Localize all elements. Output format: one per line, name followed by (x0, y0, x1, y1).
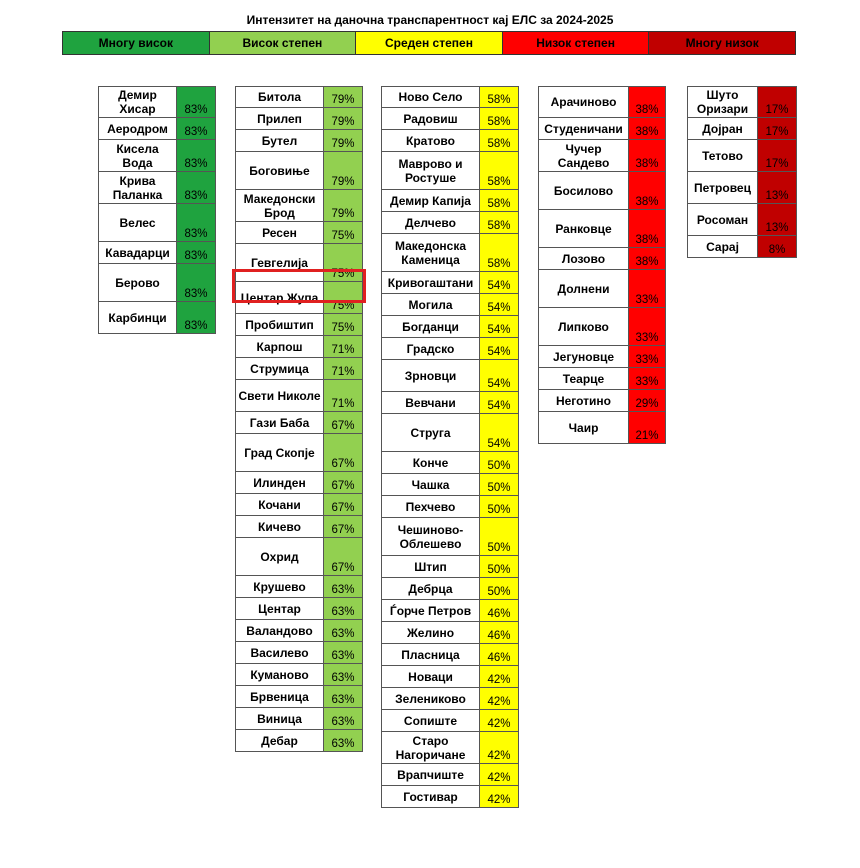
transparency-value: 54% (480, 360, 518, 391)
transparency-value: 67% (324, 434, 362, 471)
transparency-value: 63% (324, 708, 362, 729)
municipality-name: Центар Жупа (236, 282, 324, 313)
municipality-name: Арачиново (539, 87, 629, 117)
table-row (381, 622, 519, 644)
municipality-name: Македонска Каменица (382, 234, 480, 271)
table-row (235, 538, 363, 576)
transparency-value: 83% (177, 264, 215, 301)
municipality-name: Пехчево (382, 496, 480, 517)
transparency-value: 58% (480, 152, 518, 189)
table-row (687, 172, 797, 204)
municipality-name: Дојран (688, 118, 758, 139)
table-row (381, 666, 519, 688)
transparency-value: 21% (629, 412, 665, 443)
table-row (538, 86, 666, 118)
table-row (235, 664, 363, 686)
table-row (381, 644, 519, 666)
municipality-name: Берово (99, 264, 177, 301)
transparency-value: 58% (480, 234, 518, 271)
municipality-name: Градско (382, 338, 480, 359)
transparency-value: 79% (324, 152, 362, 189)
table-row (381, 108, 519, 130)
municipality-name: Штип (382, 556, 480, 577)
transparency-value: 67% (324, 538, 362, 575)
table-row (381, 212, 519, 234)
municipality-name: Росоман (688, 204, 758, 235)
municipality-name: Виница (236, 708, 324, 729)
table-row (235, 336, 363, 358)
table-row (235, 412, 363, 434)
transparency-value: 79% (324, 190, 362, 221)
transparency-value: 38% (629, 140, 665, 171)
table-row (381, 556, 519, 578)
transparency-value: 50% (480, 474, 518, 495)
transparency-value: 67% (324, 472, 362, 493)
municipality-name: Ново Село (382, 87, 480, 107)
table-row (235, 86, 363, 108)
table-row (538, 140, 666, 172)
transparency-value: 75% (324, 222, 362, 243)
municipality-name: Чашка (382, 474, 480, 495)
transparency-value: 17% (758, 87, 796, 117)
municipality-name: Делчево (382, 212, 480, 233)
table-row (235, 598, 363, 620)
municipality-name: Шуто Оризари (688, 87, 758, 117)
transparency-value: 42% (480, 710, 518, 731)
transparency-value: 63% (324, 642, 362, 663)
municipality-name: Пробиштип (236, 314, 324, 335)
table-row (381, 474, 519, 496)
table-row (98, 204, 216, 242)
transparency-value: 83% (177, 172, 215, 203)
municipality-name: Ѓорче Петров (382, 600, 480, 621)
column-low (538, 86, 666, 444)
table-row (381, 360, 519, 392)
table-row (235, 686, 363, 708)
table-row (235, 130, 363, 152)
table-row (538, 390, 666, 412)
table-row (538, 270, 666, 308)
municipality-name: Аеродром (99, 118, 177, 139)
table-row (98, 242, 216, 264)
municipality-name: Кисела Вода (99, 140, 177, 171)
legend-bar (62, 31, 796, 55)
transparency-value: 71% (324, 358, 362, 379)
table-row (235, 222, 363, 244)
table-row (235, 730, 363, 752)
table-row (538, 368, 666, 390)
municipality-name: Карпош (236, 336, 324, 357)
transparency-value: 17% (758, 140, 796, 171)
municipality-name: Зелениково (382, 688, 480, 709)
transparency-value: 46% (480, 622, 518, 643)
transparency-value: 83% (177, 302, 215, 333)
highlight-box (232, 269, 366, 303)
table-row (381, 452, 519, 474)
municipality-name: Василево (236, 642, 324, 663)
transparency-value: 63% (324, 686, 362, 707)
transparency-value: 79% (324, 108, 362, 129)
transparency-value: 38% (629, 172, 665, 209)
municipality-name: Куманово (236, 664, 324, 685)
transparency-value: 17% (758, 118, 796, 139)
table-row (381, 294, 519, 316)
transparency-value: 54% (480, 338, 518, 359)
municipality-name: Центар (236, 598, 324, 619)
transparency-value: 13% (758, 204, 796, 235)
transparency-value: 38% (629, 248, 665, 269)
municipality-name: Чешиново-Облешево (382, 518, 480, 555)
transparency-value: 33% (629, 270, 665, 307)
transparency-value: 38% (629, 87, 665, 117)
transparency-value: 71% (324, 380, 362, 411)
table-row (381, 272, 519, 294)
municipality-name: Богданци (382, 316, 480, 337)
table-row (98, 302, 216, 334)
municipality-name: Ранковце (539, 210, 629, 247)
transparency-value: 33% (629, 308, 665, 345)
municipality-name: Охрид (236, 538, 324, 575)
table-row (235, 314, 363, 336)
municipality-name: Прилеп (236, 108, 324, 129)
column-high (235, 86, 363, 752)
column-medium (381, 86, 519, 808)
transparency-value: 75% (324, 244, 362, 281)
municipality-name: Новаци (382, 666, 480, 687)
municipality-name: Гевгелија (236, 244, 324, 281)
transparency-value: 38% (629, 118, 665, 139)
municipality-name: Тетово (688, 140, 758, 171)
municipality-name: Чучер Сандево (539, 140, 629, 171)
municipality-name: Крушево (236, 576, 324, 597)
transparency-value: 42% (480, 764, 518, 785)
transparency-value: 79% (324, 87, 362, 107)
table-row (687, 236, 797, 258)
municipality-name: Желино (382, 622, 480, 643)
transparency-value: 50% (480, 452, 518, 473)
transparency-value: 63% (324, 620, 362, 641)
municipality-name: Липково (539, 308, 629, 345)
municipality-name: Кичево (236, 516, 324, 537)
table-row (538, 210, 666, 248)
transparency-value: 75% (324, 282, 362, 313)
municipality-name: Босилово (539, 172, 629, 209)
municipality-name: Зрновци (382, 360, 480, 391)
municipality-name: Врапчиште (382, 764, 480, 785)
transparency-value: 42% (480, 666, 518, 687)
transparency-value: 8% (758, 236, 796, 257)
transparency-value: 67% (324, 412, 362, 433)
transparency-value: 54% (480, 392, 518, 413)
transparency-value: 46% (480, 644, 518, 665)
table-row (538, 308, 666, 346)
transparency-value: 50% (480, 578, 518, 599)
transparency-value: 83% (177, 140, 215, 171)
table-row (538, 248, 666, 270)
municipality-name: Струмица (236, 358, 324, 379)
table-row (235, 620, 363, 642)
municipality-name: Ресен (236, 222, 324, 243)
municipality-name: Теарце (539, 368, 629, 389)
municipality-name: Град Скопје (236, 434, 324, 471)
municipality-name: Кривогаштани (382, 272, 480, 293)
municipality-name: Студеничани (539, 118, 629, 139)
municipality-name: Маврово и Ростуше (382, 152, 480, 189)
municipality-name: Велес (99, 204, 177, 241)
municipality-name: Лозово (539, 248, 629, 269)
table-row (98, 264, 216, 302)
transparency-value: 71% (324, 336, 362, 357)
table-row (235, 516, 363, 538)
transparency-value: 75% (324, 314, 362, 335)
chart-title: Интензитет на даночна транспарентност кај ЕЛС за 2024-2025 (246, 13, 614, 27)
municipality-name: Илинден (236, 472, 324, 493)
municipality-name: Вевчани (382, 392, 480, 413)
municipality-name: Чаир (539, 412, 629, 443)
municipality-name: Демир Капија (382, 190, 480, 211)
table-row (381, 414, 519, 452)
transparency-value: 63% (324, 598, 362, 619)
transparency-value: 58% (480, 190, 518, 211)
transparency-value: 67% (324, 494, 362, 515)
table-row (381, 732, 519, 764)
table-row (381, 496, 519, 518)
legend-very-high: Многу висок (63, 32, 210, 54)
table-row (381, 338, 519, 360)
municipality-name: Старо Нагоричане (382, 732, 480, 763)
table-row (538, 346, 666, 368)
municipality-name: Сарај (688, 236, 758, 257)
legend-very-low: Многу низок (649, 32, 795, 54)
table-row (235, 152, 363, 190)
column-very-low (687, 86, 797, 258)
transparency-value: 83% (177, 118, 215, 139)
table-row (235, 494, 363, 516)
municipality-name: Гази Баба (236, 412, 324, 433)
municipality-name: Крива Паланка (99, 172, 177, 203)
transparency-value: 58% (480, 130, 518, 151)
table-row (538, 412, 666, 444)
transparency-value: 38% (629, 210, 665, 247)
transparency-value: 79% (324, 130, 362, 151)
municipality-name: Струга (382, 414, 480, 451)
legend-medium: Среден степен (356, 32, 503, 54)
transparency-value: 33% (629, 368, 665, 389)
table-row (98, 118, 216, 140)
table-row (235, 576, 363, 598)
municipality-name: Сопиште (382, 710, 480, 731)
table-row (235, 434, 363, 472)
municipality-name: Свети Николе (236, 380, 324, 411)
municipality-name: Дебрца (382, 578, 480, 599)
table-row (381, 710, 519, 732)
table-row (381, 578, 519, 600)
transparency-value: 50% (480, 518, 518, 555)
transparency-value: 13% (758, 172, 796, 203)
municipality-name: Кавадарци (99, 242, 177, 263)
transparency-value: 58% (480, 108, 518, 129)
transparency-value: 58% (480, 87, 518, 107)
municipality-name: Петровец (688, 172, 758, 203)
transparency-value: 54% (480, 294, 518, 315)
legend-high: Висок степен (210, 32, 357, 54)
table-row (381, 152, 519, 190)
municipality-name: Неготино (539, 390, 629, 411)
table-row (381, 316, 519, 338)
table-row (235, 708, 363, 730)
transparency-value: 54% (480, 316, 518, 337)
table-row (687, 140, 797, 172)
table-row (381, 86, 519, 108)
table-row (235, 642, 363, 664)
municipality-name: Брвеница (236, 686, 324, 707)
transparency-value: 67% (324, 516, 362, 537)
table-row (235, 108, 363, 130)
municipality-name: Бутел (236, 130, 324, 151)
transparency-value: 63% (324, 730, 362, 751)
table-row (235, 472, 363, 494)
table-row (687, 86, 797, 118)
column-very-high (98, 86, 216, 334)
table-row (538, 118, 666, 140)
municipality-name: Радовиш (382, 108, 480, 129)
table-row (235, 190, 363, 222)
transparency-value: 58% (480, 212, 518, 233)
transparency-value: 50% (480, 496, 518, 517)
transparency-value: 46% (480, 600, 518, 621)
legend-low: Низок степен (503, 32, 650, 54)
municipality-name: Боговиње (236, 152, 324, 189)
municipality-name: Демир Хисар (99, 87, 177, 117)
transparency-value: 50% (480, 556, 518, 577)
table-row (381, 518, 519, 556)
table-row (98, 172, 216, 204)
transparency-value: 42% (480, 688, 518, 709)
municipality-name: Карбинци (99, 302, 177, 333)
municipality-name: Долнени (539, 270, 629, 307)
transparency-value: 33% (629, 346, 665, 367)
municipality-name: Гостивар (382, 786, 480, 807)
municipality-name: Дебар (236, 730, 324, 751)
table-row (538, 172, 666, 210)
table-row (381, 688, 519, 710)
table-row (381, 392, 519, 414)
table-row (381, 764, 519, 786)
table-row (687, 118, 797, 140)
municipality-name: Кочани (236, 494, 324, 515)
transparency-value: 29% (629, 390, 665, 411)
municipality-name: Јегуновце (539, 346, 629, 367)
table-row (98, 86, 216, 118)
municipality-name: Могила (382, 294, 480, 315)
transparency-value: 83% (177, 87, 215, 117)
transparency-value: 42% (480, 786, 518, 807)
municipality-name: Пласница (382, 644, 480, 665)
table-row (381, 130, 519, 152)
transparency-value: 63% (324, 664, 362, 685)
table-row (687, 204, 797, 236)
transparency-value: 42% (480, 732, 518, 763)
municipality-name: Конче (382, 452, 480, 473)
table-row (235, 380, 363, 412)
table-row (235, 358, 363, 380)
transparency-value: 83% (177, 242, 215, 263)
transparency-value: 54% (480, 414, 518, 451)
table-row (381, 190, 519, 212)
transparency-value: 83% (177, 204, 215, 241)
table-row (381, 600, 519, 622)
table-row (381, 234, 519, 272)
municipality-name: Кратово (382, 130, 480, 151)
transparency-value: 63% (324, 576, 362, 597)
transparency-value: 54% (480, 272, 518, 293)
municipality-name: Валандово (236, 620, 324, 641)
table-row (381, 786, 519, 808)
municipality-name: Македонски Брод (236, 190, 324, 221)
table-row (98, 140, 216, 172)
municipality-name: Битола (236, 87, 324, 107)
